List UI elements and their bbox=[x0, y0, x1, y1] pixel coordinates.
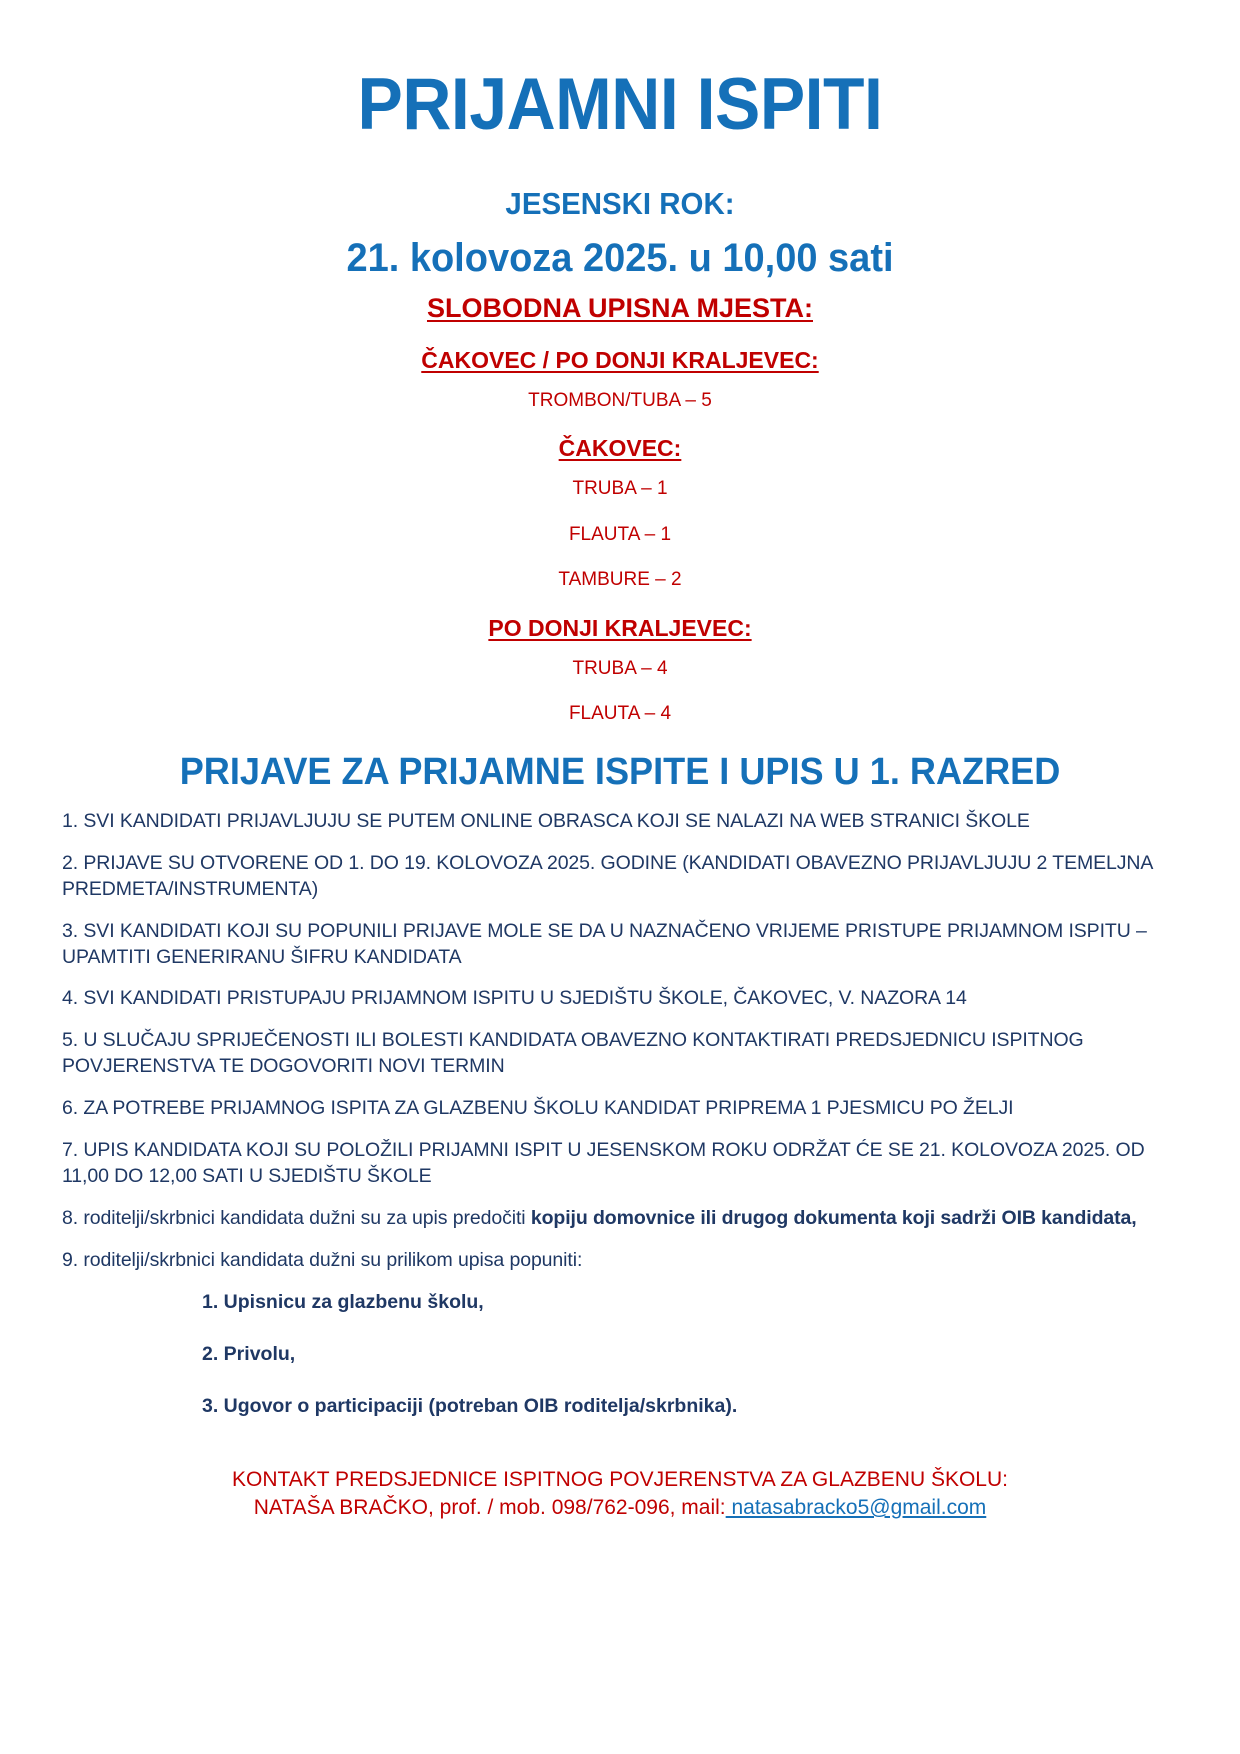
rule-8-bold-text: kopiju domovnice ili drugog dokumenta koji sadrži OIB kandidata, bbox=[530, 1206, 1137, 1229]
application-rule: 7. UPIS KANDIDATA KOJI SU POLOŽILI PRIJAMNI ISPIT U JESENSKOM ROKU ODRŽAT ĆE SE 21. KOLOVOZA 2025. OD 11,00 DO 12,00 SATI U SJEDIŠTU ŠKOLE bbox=[62, 1139, 1145, 1188]
application-rule-documents bbox=[62, 1206, 1178, 1232]
vacancy-item: FLAUTA – 4 bbox=[568, 703, 672, 725]
vacancy-item: TAMBURE – 2 bbox=[558, 569, 682, 591]
contact-email-link[interactable]: natasabracko5@gmail.com bbox=[725, 1495, 987, 1519]
vacancy-group-location bbox=[62, 434, 1178, 463]
application-rule: 1. SVI KANDIDATI PRIJAVLJUJU SE PUTEM ONLINE OBRASCA KOJI SE NALAZI NA WEB STRANICI ŠKOLE bbox=[62, 809, 1030, 832]
application-subrule: 2. Privolu, bbox=[202, 1342, 296, 1365]
vacancy-item: FLAUTA – 1 bbox=[568, 523, 672, 545]
applications-heading: PRIJAVE ZA PRIJAMNE ISPITE I UPIS U 1. RAZRED bbox=[179, 751, 1061, 794]
contact-line-2 bbox=[62, 1494, 1178, 1522]
vacancies-heading bbox=[62, 292, 1178, 326]
contact-line-1: KONTAKT PREDSJEDNICE ISPITNOG POVJERENSTVA ZA GLAZBENU ŠKOLU: bbox=[231, 1467, 1008, 1491]
application-rule-forms: 9. roditelji/skrbnici kandidata dužni su prilikom upisa popuniti: bbox=[62, 1248, 583, 1271]
term-datetime: 21. kolovoza 2025. u 10,00 sati bbox=[346, 236, 894, 281]
application-rule: 2. PRIJAVE SU OTVORENE OD 1. DO 19. KOLOVOZA 2025. GODINE (KANDIDATI OBAVEZNO PRIJAVLJUJU 2 TEMELJNA PREDMETA/INSTRUMENTA) bbox=[62, 851, 1153, 900]
vacancy-group-location bbox=[62, 346, 1178, 375]
application-subrule: 3. Ugovor o participaciji (potreban OIB roditelja/skrbnika). bbox=[202, 1394, 738, 1417]
page-title: PRIJAMNI ISPITI bbox=[357, 64, 883, 145]
application-rule: 6. ZA POTREBE PRIJAMNOG ISPITA ZA GLAZBENU ŠKOLU KANDIDAT PRIPREMA 1 PJESMICU PO ŽELJI bbox=[62, 1097, 1014, 1120]
application-rule: 3. SVI KANDIDATI KOJI SU POPUNILI PRIJAVE MOLE SE DA U NAZNAČENO VRIJEME PRISTUPE PRIJAMNOM ISPITU – UPAMTITI GENERIRANU ŠIFRU KANDIDATA bbox=[62, 919, 1147, 968]
rule-8-plain-text: 8. roditelji/skrbnici kandidata dužni su za upis predočiti bbox=[62, 1206, 531, 1229]
vacancy-item: TRUBA – 4 bbox=[572, 657, 668, 679]
contact-person-phone: NATAŠA BRAČKO, prof. / mob. 098/762-096, mail: bbox=[253, 1495, 726, 1519]
application-rule: 5. U SLUČAJU SPRIJEČENOSTI ILI BOLESTI KANDIDATA OBAVEZNO KONTAKTIRATI PREDSJEDNICU ISPITNOG POVJERENSTVA TE DOGOVORITI NOVI TERMIN bbox=[62, 1029, 1084, 1078]
vacancy-group-location-text: ČAKOVEC / PO DONJI KRALJEVEC: bbox=[421, 346, 819, 373]
vacancy-item: TRUBA – 1 bbox=[572, 477, 668, 499]
application-rule: 4. SVI KANDIDATI PRISTUPAJU PRIJAMNOM ISPITU U SJEDIŠTU ŠKOLE, ČAKOVEC, V. NAZORA 14 bbox=[62, 987, 967, 1010]
term-label: JESENSKI ROK: bbox=[505, 185, 735, 221]
vacancies-heading-text: SLOBODNA UPISNA MJESTA: bbox=[426, 293, 813, 324]
application-subrule: 1. Upisnicu za glazbenu školu, bbox=[202, 1290, 484, 1313]
vacancy-group-location bbox=[62, 614, 1178, 643]
vacancy-item: TROMBON/TUBA – 5 bbox=[528, 389, 712, 411]
contact-block bbox=[62, 1466, 1178, 1523]
vacancy-group-location-text: PO DONJI KRALJEVEC: bbox=[488, 615, 752, 642]
vacancy-group-location-text: ČAKOVEC: bbox=[558, 435, 682, 462]
